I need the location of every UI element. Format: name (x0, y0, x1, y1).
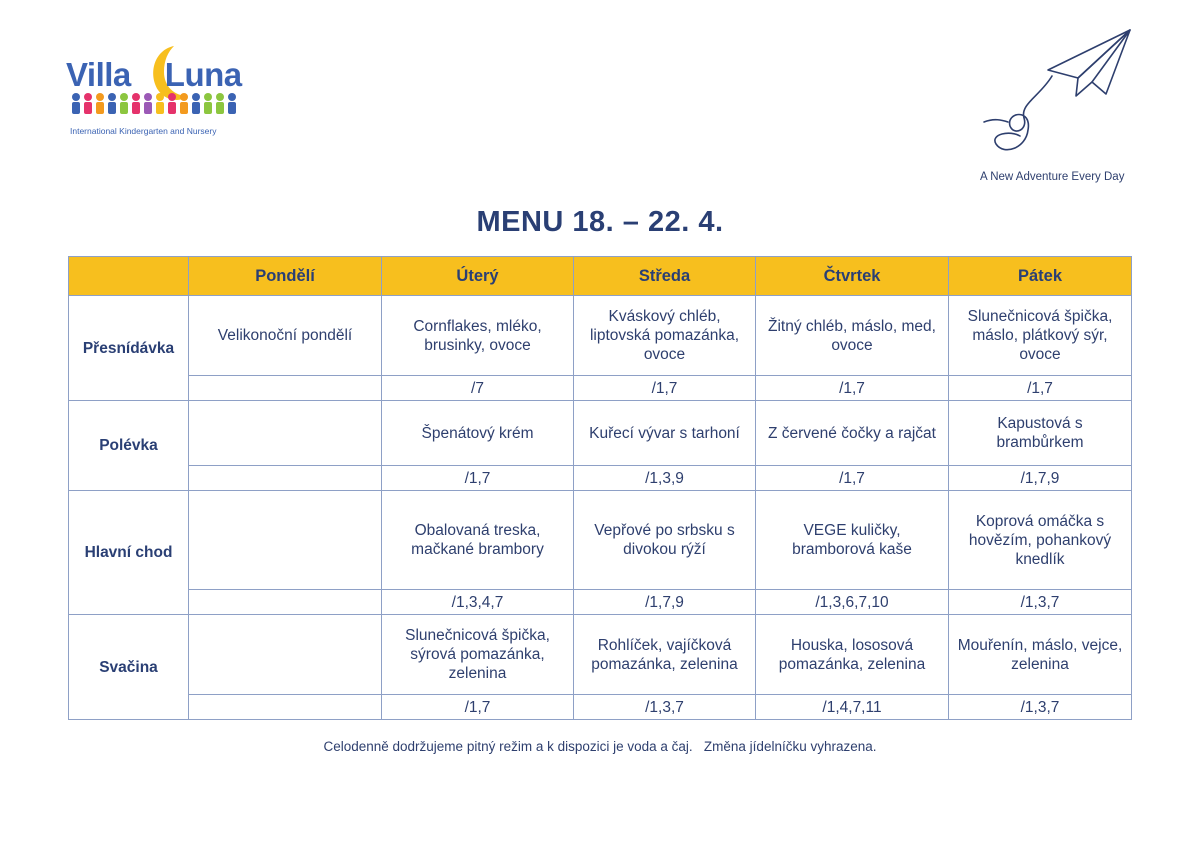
meal-cell: Špenátový krém (382, 401, 574, 466)
children-figures-icon (70, 92, 240, 118)
meal-cell (189, 491, 382, 590)
meal-cell: Z červené čočky a rajčat (756, 401, 949, 466)
tagline: A New Adventure Every Day (980, 171, 1125, 183)
allergen-cell (189, 695, 382, 720)
day-header: Čtvrtek (756, 257, 949, 296)
allergen-cell: /1,3,7 (949, 695, 1132, 720)
logo-subtitle: International Kindergarten and Nursery (70, 126, 217, 136)
allergen-cell: /1,7 (382, 466, 574, 491)
logo-text-villa: Villa (66, 56, 131, 93)
allergen-cell: /1,7 (949, 376, 1132, 401)
meal-row (69, 615, 1132, 695)
meal-row (69, 491, 1132, 590)
meal-cell: VEGE kuličky, bramborová kaše (756, 491, 949, 590)
allergen-cell (189, 376, 382, 401)
day-header: Úterý (382, 257, 574, 296)
header-row (69, 257, 1132, 296)
meal-cell: Rohlíček, vajíčková pomazánka, zelenina (574, 615, 756, 695)
allergen-cell: /1,3,6,7,10 (756, 590, 949, 615)
row-label: Hlavní chod (69, 491, 189, 615)
allergen-cell: /1,7,9 (574, 590, 756, 615)
allergen-cell: /1,3,9 (574, 466, 756, 491)
row-label: Přesnídávka (69, 296, 189, 401)
meal-cell: Kapustová s brambůrkem (949, 401, 1132, 466)
allergen-cell: /1,3,7 (949, 590, 1132, 615)
allergen-cell: /1,7 (756, 376, 949, 401)
meal-cell: Kuřecí vývar s tarhoní (574, 401, 756, 466)
day-header: Středa (574, 257, 756, 296)
allergen-cell: /1,7,9 (949, 466, 1132, 491)
day-header: Pondělí (189, 257, 382, 296)
logo-text-luna: Luna (164, 56, 242, 93)
allergen-row (69, 466, 1132, 491)
corner-cell (69, 257, 189, 296)
allergen-cell: /7 (382, 376, 574, 401)
meal-cell: Velikonoční pondělí (189, 296, 382, 376)
meal-cell: Cornflakes, mléko, brusinky, ovoce (382, 296, 574, 376)
paper-plane-icon (980, 26, 1140, 166)
row-label: Polévka (69, 401, 189, 491)
meal-row (69, 296, 1132, 376)
allergen-cell: /1,3,7 (574, 695, 756, 720)
row-label: Svačina (69, 615, 189, 720)
meal-cell (189, 615, 382, 695)
meal-cell: Koprová omáčka s hovězím, pohankový knedlík (949, 491, 1132, 590)
allergen-cell: /1,3,4,7 (382, 590, 574, 615)
day-header: Pátek (949, 257, 1132, 296)
meal-cell: Obalovaná treska, mačkané brambory (382, 491, 574, 590)
allergen-cell: /1,7 (382, 695, 574, 720)
allergen-row (69, 590, 1132, 615)
menu-table (68, 256, 1132, 720)
meal-cell: Slunečnicová špička, sýrová pomazánka, zelenina (382, 615, 574, 695)
menu-title: MENU 18. – 22. 4. (476, 206, 724, 238)
allergen-cell (189, 590, 382, 615)
meal-cell: Houska, lososová pomazánka, zelenina (756, 615, 949, 695)
meal-cell: Mouřenín, máslo, vejce, zelenina (949, 615, 1132, 695)
allergen-row (69, 695, 1132, 720)
allergen-cell: /1,7 (574, 376, 756, 401)
meal-cell (189, 401, 382, 466)
villa-luna-logo (66, 44, 246, 140)
meal-cell: Vepřové po srbsku s divokou rýží (574, 491, 756, 590)
footer-note: Celodenně dodržujeme pitný režim a k dispozici je voda a čaj. Změna jídelníčku vyhrazena. (323, 739, 877, 754)
meal-cell: Slunečnicová špička, máslo, plátkový sýr, ovoce (949, 296, 1132, 376)
allergen-row (69, 376, 1132, 401)
meal-cell: Žitný chléb, máslo, med, ovoce (756, 296, 949, 376)
meal-row (69, 401, 1132, 466)
allergen-cell: /1,7 (756, 466, 949, 491)
meal-cell: Kváskový chléb, liptovská pomazánka, ovoce (574, 296, 756, 376)
allergen-cell (189, 466, 382, 491)
allergen-cell: /1,4,7,11 (756, 695, 949, 720)
